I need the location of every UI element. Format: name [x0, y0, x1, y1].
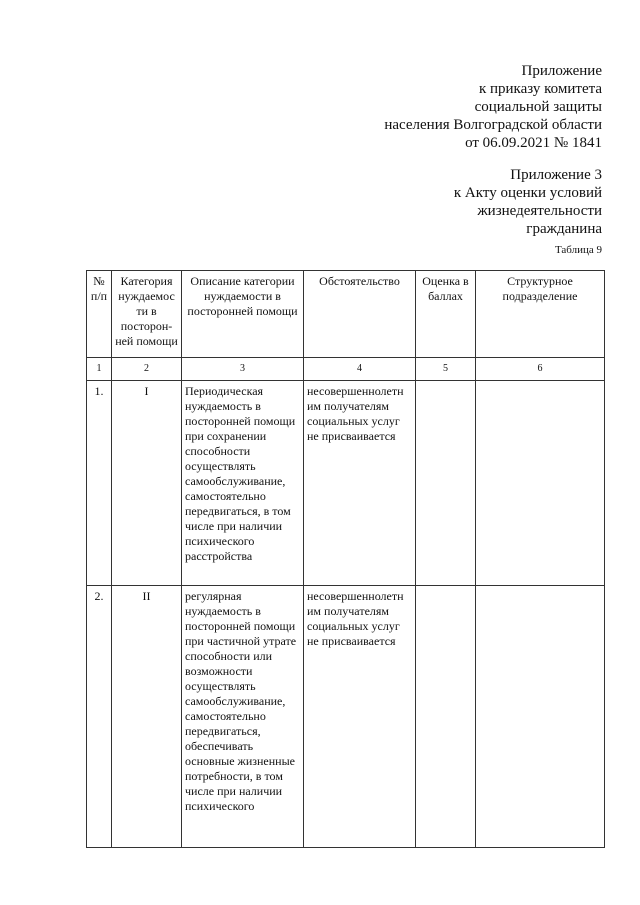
column-number: 5	[416, 358, 476, 381]
column-number: 4	[304, 358, 416, 381]
column-number: 6	[476, 358, 605, 381]
row-number: 1.	[87, 381, 112, 586]
table-row	[87, 586, 605, 848]
appendix-3-header-line: жизнедеятельности	[477, 203, 602, 219]
appendix-header-line: к приказу комитета	[478, 81, 602, 97]
appendix-3-header-line: Приложение 3	[510, 167, 602, 183]
row-score	[416, 381, 476, 586]
column-number-row	[87, 358, 605, 381]
header-category: Категория нуждаемос ти в посторон- ней помощи	[112, 271, 182, 358]
appendix-header	[384, 62, 602, 152]
header-circumstance: Обстоятельство	[304, 271, 416, 358]
appendix-header-line: от 06.09.2021 № 1841	[465, 135, 602, 151]
row-score	[416, 586, 476, 848]
row-category: I	[112, 381, 182, 586]
table-label: Таблица 9	[554, 244, 602, 256]
table-header-row	[87, 271, 605, 358]
appendix-3-header	[454, 166, 602, 238]
row-number: 2.	[87, 586, 112, 848]
row-category: II	[112, 586, 182, 848]
column-number: 1	[87, 358, 112, 381]
header-score: Оценка в баллах	[416, 271, 476, 358]
row-department	[476, 586, 605, 848]
appendix-3-header-line: к Акту оценки условий	[453, 185, 602, 201]
row-circumstance: несовершеннолетн им получателям социальных услуг не присваивается	[304, 586, 416, 848]
appendix-header-line: социальной защиты	[474, 99, 602, 115]
assessment-table	[86, 270, 605, 848]
appendix-header-line: населения Волгоградской области	[384, 117, 602, 133]
row-department	[476, 381, 605, 586]
header-number: № п/п	[87, 271, 112, 358]
column-number: 2	[112, 358, 182, 381]
table-row	[87, 381, 605, 586]
appendix-header-line: Приложение	[521, 63, 602, 79]
column-number: 3	[182, 358, 304, 381]
row-description: Периодическая нуждаемость в посторонней помощи при сохранении способности осуществлять самообслуживание, самостоятельно передвигаться, в том числе при наличии психического расстройства	[182, 381, 304, 586]
header-department: Структурное подразделение	[476, 271, 605, 358]
appendix-3-header-line: гражданина	[526, 221, 602, 237]
header-description: Описание категории нуждаемости в посторонней помощи	[182, 271, 304, 358]
row-circumstance: несовершеннолетн им получателям социальных услуг не присваивается	[304, 381, 416, 586]
row-description: регулярная нуждаемость в посторонней помощи при частичной утрате способности или возможности осуществлять самообслуживание, самостоятельно передвигаться, обеспечивать основные жизненные потребности, в том числе при наличии психического	[182, 586, 304, 848]
